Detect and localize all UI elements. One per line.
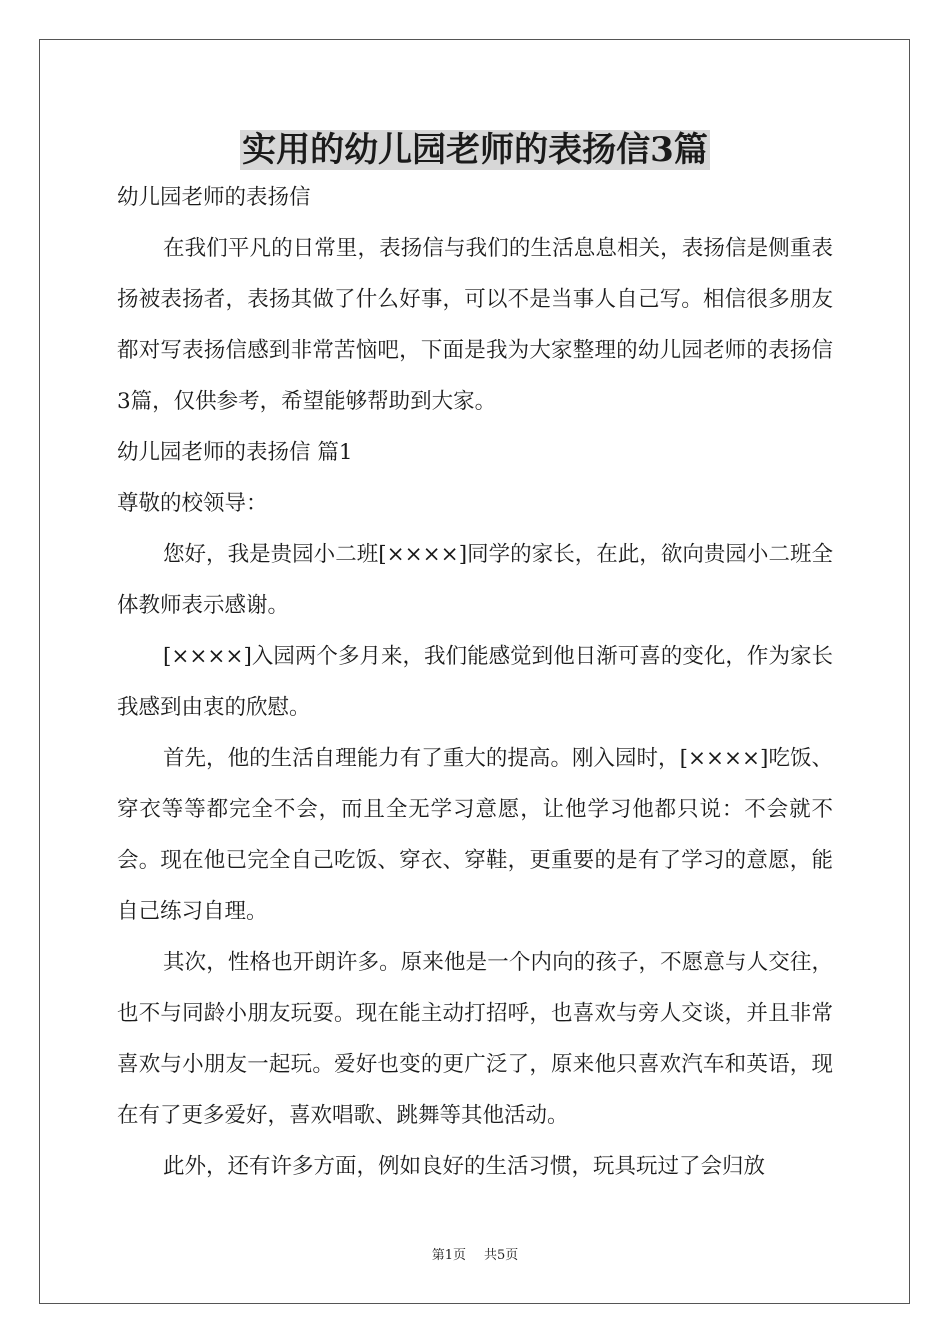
page-total: 共5页 [484, 1248, 519, 1263]
page-number: 第1页 [431, 1248, 466, 1263]
body-paragraph: [××××]入园两个多月来，我们能感觉到他日渐可喜的变化，作为家长我感到由衷的欣慰。 [117, 644, 833, 720]
section-heading: 幼儿园老师的表扬信 [117, 185, 311, 210]
page-footer [0, 1246, 950, 1266]
body-paragraph: 您好，我是贵园小二班[××××]同学的家长，在此，欲向贵园小二班全体教师表示感谢。 [117, 542, 833, 618]
page-title [0, 124, 950, 176]
page-title-text: 实用的幼儿园老师的表扬信3篇 [242, 130, 708, 170]
body-paragraph: 首先，他的生活自理能力有了重大的提高。刚入园时，[××××]吃饭、穿衣等等都完全不会，而且全无学习意愿，让他学习他都只说：不会就不会。现在他已完全自己吃饭、穿衣、穿鞋，更重要的是有了学习的意愿，能自己练习自理。 [117, 746, 833, 924]
document-body [117, 172, 833, 1192]
body-paragraph: 此外，还有许多方面，例如良好的生活习惯，玩具玩过了会归放 [163, 1154, 766, 1179]
body-paragraph: 其次，性格也开朗许多。原来他是一个内向的孩子，不愿意与人交往，也不与同龄小朋友玩耍。现在能主动打招呼，也喜欢与旁人交谈，并且非常喜欢与小朋友一起玩。爱好也变的更广泛了，原来他只喜欢汽车和英语，现在有了更多爱好，喜欢唱歌、跳舞等其他活动。 [117, 950, 833, 1128]
letter-heading: 幼儿园老师的表扬信 篇1 [117, 440, 353, 465]
intro-paragraph: 在我们平凡的日常里，表扬信与我们的生活息息相关，表扬信是侧重表扬被表扬者，表扬其做了什么好事，可以不是当事人自己写。相信很多朋友都对写表扬信感到非常苦恼吧，下面是我为大家整理的幼儿园老师的表扬信3篇，仅供参考，希望能够帮助到大家。 [117, 236, 833, 414]
salutation: 尊敬的校领导： [117, 491, 268, 516]
